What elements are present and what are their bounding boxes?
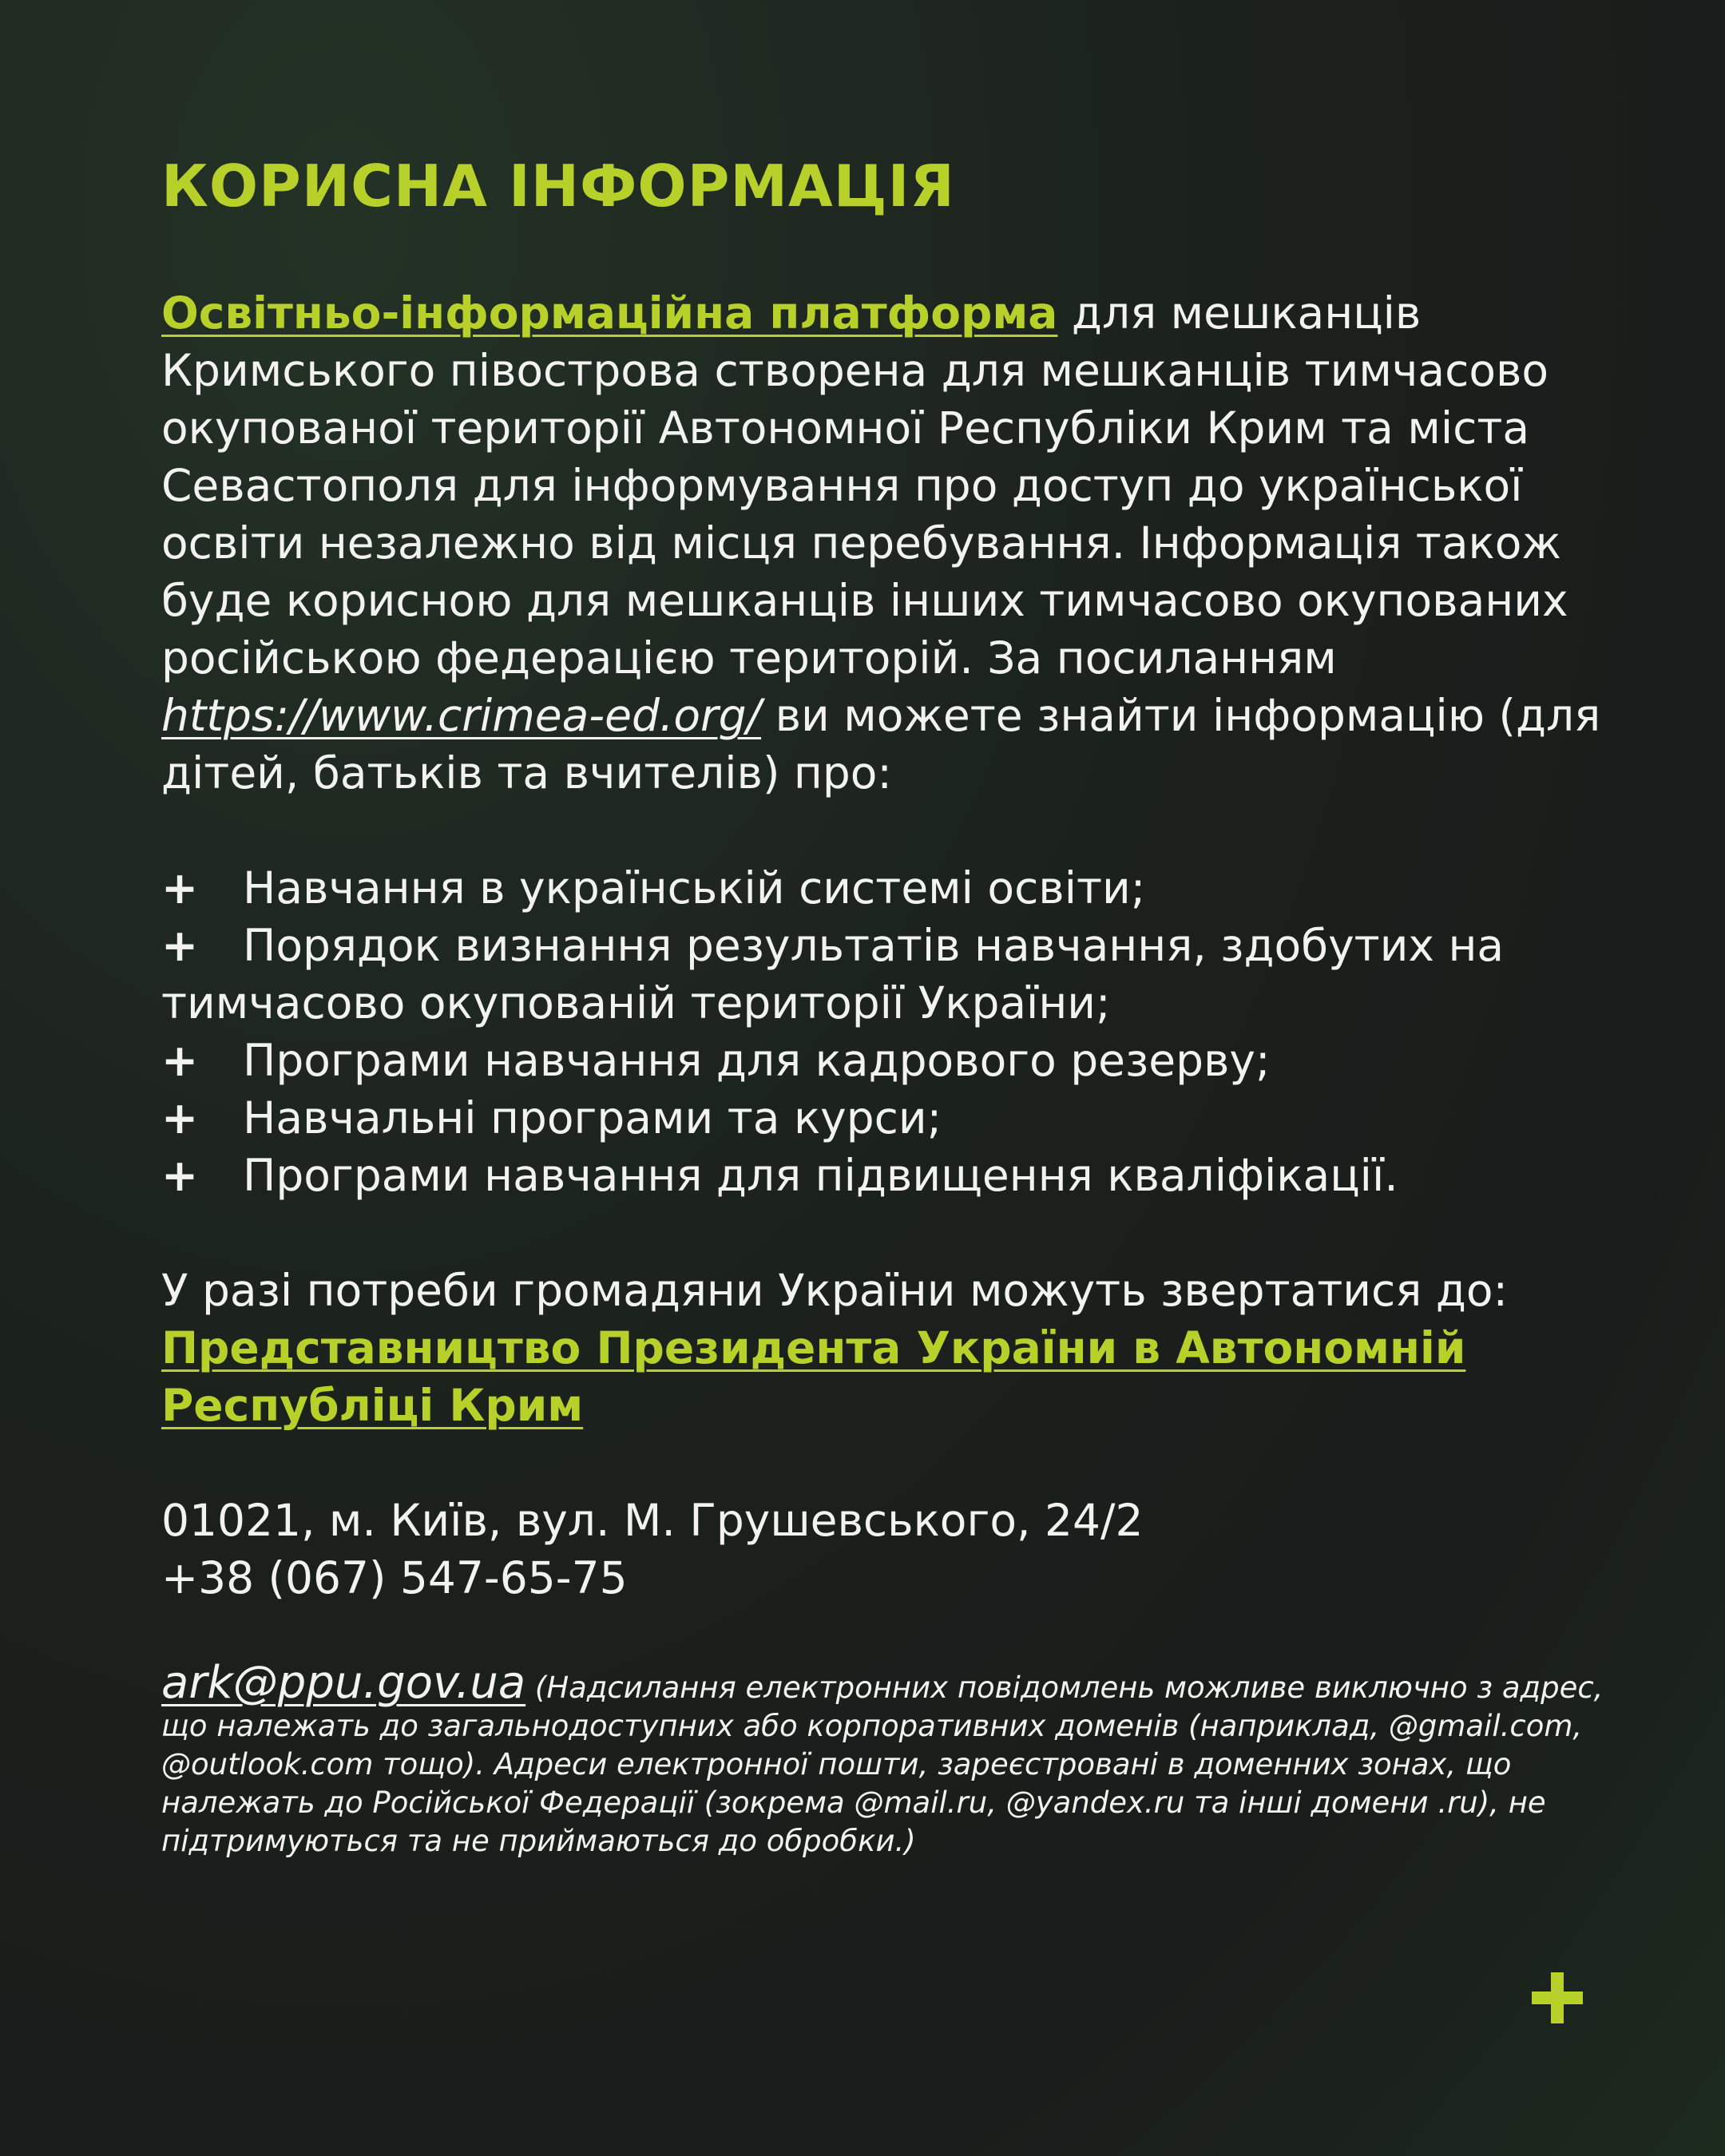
crimea-ed-url-link[interactable]: https://www.crimea-ed.org/ xyxy=(161,690,762,741)
list-item xyxy=(161,917,1631,1032)
topics-list xyxy=(161,859,1631,1204)
content xyxy=(161,150,1631,1861)
representation-link[interactable]: Представництво Президента України в Автономній Республіці Крим xyxy=(161,1322,1466,1431)
intro-text-1: для мешканців Кримського півострова створена для мешканців тимчасово окупованої території Автономної Республіки Крим та міста Севастополя для інформування про доступ до української освіти незалежно від місця перебування. Інформація також буде корисною для мешканців інших тимчасово окупованих російською федерацією територій. За посиланням xyxy=(161,287,1568,684)
plus-icon: + xyxy=(161,920,199,971)
plus-icon: + xyxy=(161,1035,199,1086)
list-item xyxy=(161,1032,1631,1089)
contact-details xyxy=(161,1492,1631,1607)
plus-icon: + xyxy=(161,1092,199,1143)
address-text: 01021, м. Київ, вул. М. Грушевського, 24/2 xyxy=(161,1495,1144,1546)
list-item xyxy=(161,859,1631,917)
list-item xyxy=(161,1089,1631,1147)
platform-link[interactable]: Освітньо-інформаційна платформа xyxy=(161,287,1058,339)
plus-icon: + xyxy=(161,862,199,914)
topic-text: Навчальні програми та курси; xyxy=(243,1092,942,1143)
email-section xyxy=(161,1657,1631,1861)
topic-text: Навчання в українській системі освіти; xyxy=(243,862,1146,914)
topic-text: Програми навчання для кадрового резерву; xyxy=(243,1035,1271,1086)
intro-paragraph xyxy=(161,284,1631,802)
topic-text: Порядок визнання результатів навчання, здобутих на тимчасово окупованій території України; xyxy=(161,920,1505,1028)
plus-icon: + xyxy=(161,1150,199,1201)
list-item xyxy=(161,1147,1631,1204)
page-title: КОРИСНА ІНФОРМАЦІЯ xyxy=(161,153,955,220)
email-note: (Надсилання електронних повідомлень можливе виключно з адрес, що належать до загальнодоступних або корпоративних доменів (наприклад, @gmail.com, @outlook.com тощо). Адреси електронної пошти, зареєстровані в доменних зонах, що належать до Російської Федерації (зокрема @mail.ru, @yandex.ru та інші домени .ru), не підтримуються та не приймаються до обробки.) xyxy=(161,1671,1604,1858)
intro-text-2: ви можете знайти інформацію (для дітей, батьків та вчителів) про: xyxy=(161,690,1601,799)
appeal-section xyxy=(161,1262,1631,1434)
decorative-plus-icon xyxy=(1532,1972,1583,2023)
phone-text: +38 (067) 547-65-75 xyxy=(161,1552,628,1603)
appeal-text: У разі потреби громадяни України можуть звертатися до: xyxy=(161,1265,1509,1316)
email-link[interactable]: ark@ppu.gov.ua xyxy=(161,1657,526,1709)
topic-text: Програми навчання для підвищення кваліфікації. xyxy=(243,1150,1398,1201)
